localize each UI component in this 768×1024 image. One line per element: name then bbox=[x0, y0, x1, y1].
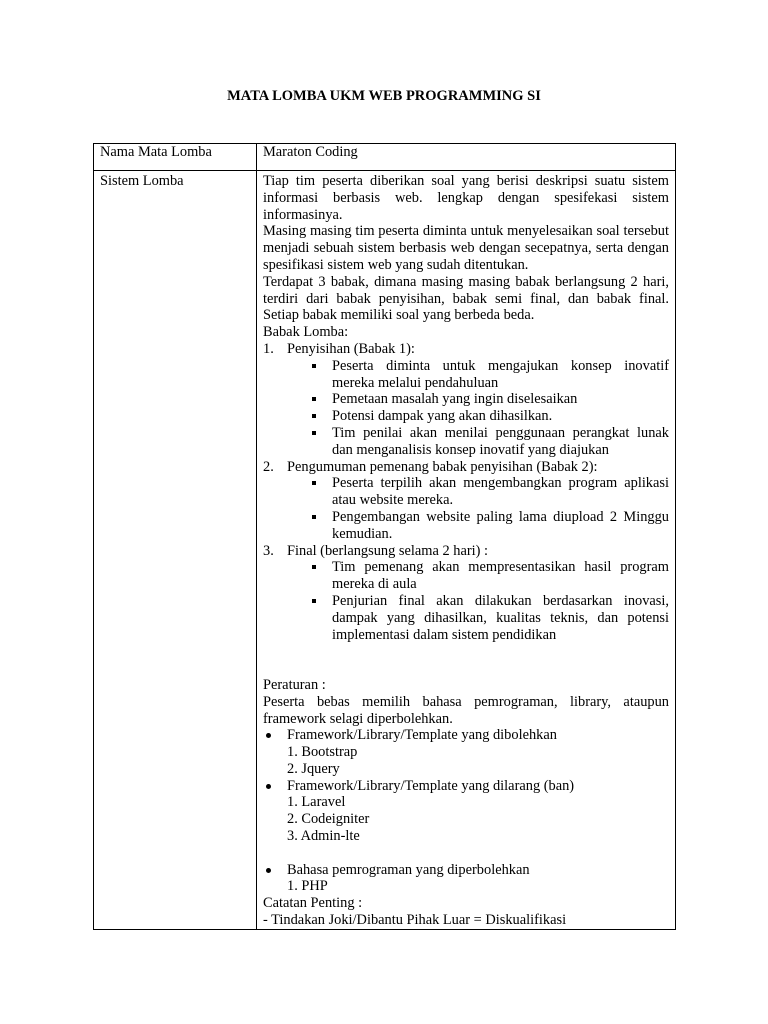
list-item: Potensi dampak yang akan dihasilkan. bbox=[309, 408, 669, 425]
rounds-list bbox=[263, 543, 669, 560]
row-label: Nama Mata Lomba bbox=[94, 144, 257, 171]
system-para: Terdapat 3 babak, dimana masing masing babak berlangsung 2 hari, terdiri dari babak penyisihan, babak semi final, dan babak final. Setiap babak memiliki soal yang berbeda beda. bbox=[263, 273, 669, 324]
rounds-list bbox=[263, 341, 669, 358]
list-item: Peserta diminta untuk mengajukan konsep inovatif mereka melalui pendahuluan bbox=[309, 358, 669, 392]
banned-list bbox=[287, 794, 669, 844]
row-label: Sistem Lomba bbox=[94, 171, 257, 930]
round-bullets bbox=[263, 358, 669, 459]
allowed-list bbox=[287, 744, 669, 778]
list-item: Penjurian final akan dilakukan berdasarkan inovasi, dampak yang dihasilkan, kualitas teknis, dan potensi implementasi dalam sistem pendidikan bbox=[309, 593, 669, 643]
round-bullets bbox=[263, 475, 669, 542]
rules-intro: Peserta bebas memilih bahasa pemrograman, library, ataupun framework selagi diperbolehkan. bbox=[263, 693, 669, 727]
system-intro: Tiap tim peserta diberikan soal yang berisi deskripsi suatu sistem informasi berbasis web. lengkap dengan spesifekasi sistem informasinya. bbox=[263, 173, 669, 223]
rounds-heading: Babak Lomba: bbox=[263, 324, 349, 341]
list-item: 3. Admin-lte bbox=[287, 828, 360, 845]
list-item: 2. Jquery bbox=[287, 760, 340, 777]
list-item: 1. PHP bbox=[287, 878, 328, 895]
list-item: Bahasa pemrograman yang diperbolehkan 1. PHP bbox=[263, 862, 669, 896]
list-item: Framework/Library/Template yang dibolehkan 1. Bootstrap 2. Jquery bbox=[263, 727, 669, 777]
rules-list bbox=[263, 727, 669, 845]
rules-heading: Peraturan : bbox=[263, 676, 326, 693]
note-item: - Tindakan Joki/Dibantu Pihak Luar = Diskualifikasi bbox=[263, 912, 567, 929]
competition-table bbox=[93, 143, 676, 930]
table-row bbox=[94, 144, 676, 171]
spacer bbox=[263, 643, 669, 677]
list-item: Pengembangan website paling lama diupload 2 Minggu kemudian. bbox=[309, 509, 669, 543]
list-item: Tim pemenang akan mempresentasikan hasil program mereka di aula bbox=[309, 559, 669, 593]
list-item: Peserta terpilih akan mengembangkan program aplikasi atau website mereka. bbox=[309, 475, 669, 509]
table-row bbox=[94, 171, 676, 930]
list-item: 1. Bootstrap bbox=[287, 744, 358, 761]
row-value: Maraton Coding bbox=[257, 144, 676, 171]
language-list bbox=[263, 862, 669, 896]
list-item: 1. Laravel bbox=[287, 794, 346, 811]
round-item: 1. Penyisihan (Babak 1): bbox=[263, 340, 415, 357]
list-item: Pemetaan masalah yang ingin diselesaikan bbox=[309, 391, 669, 408]
notes-heading: Catatan Penting : bbox=[263, 895, 363, 912]
spacer bbox=[263, 845, 669, 862]
system-para: Masing masing tim peserta diminta untuk menyelesaikan soal tersebut menjadi sebuah sistem berbasis web dengan secepatnya, serta dengan spesifikasi sistem web yang sudah ditentukan. bbox=[263, 223, 669, 273]
list-item: Tim penilai akan menilai penggunaan perangkat lunak dan menganalisis konsep inovatif yang diajukan bbox=[309, 425, 669, 459]
languages bbox=[287, 878, 669, 895]
document-title: MATA LOMBA UKM WEB PROGRAMMING SI bbox=[227, 88, 541, 104]
round-item: 2. Pengumuman pemenang babak penyisihan (Babak 2): bbox=[263, 458, 598, 475]
list-item: Framework/Library/Template yang dilarang (ban) 1. Laravel 2. Codeigniter 3. Admin-lte bbox=[263, 778, 669, 845]
round-item: 3. Final (berlangsung selama 2 hari) : bbox=[263, 542, 489, 559]
list-item: 2. Codeigniter bbox=[287, 811, 370, 828]
round-bullets bbox=[263, 559, 669, 643]
round-title: Final (berlangsung selama 2 hari) : bbox=[287, 542, 489, 559]
rounds-list bbox=[263, 459, 669, 476]
round-title: Penyisihan (Babak 1): bbox=[287, 340, 415, 357]
system-content bbox=[257, 171, 676, 930]
round-title: Pengumuman pemenang babak penyisihan (Babak 2): bbox=[287, 458, 598, 475]
